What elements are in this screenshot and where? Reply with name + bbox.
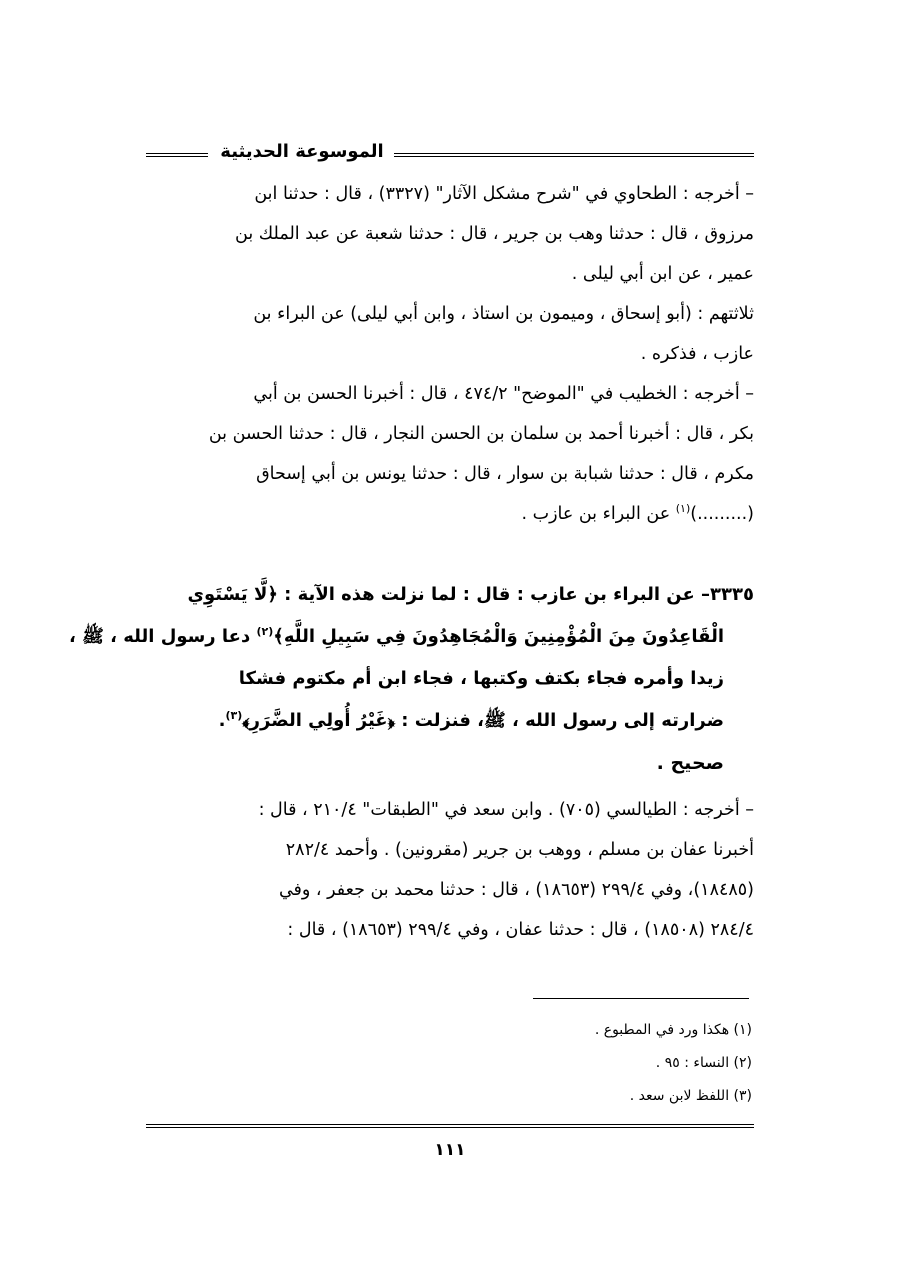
footnote-ref: (١) [675, 502, 691, 516]
text-line [146, 494, 754, 534]
header-title: الموسوعة الحديثية [220, 141, 384, 162]
hadith-line: ٣٣٣٥– عن البراء بن عازب : قال : لما نزلت هذه الآية : ﴿لَّا يَسْتَوِي [187, 584, 754, 605]
hadith-line: زيدا وأمره فجاء بكتف وكتبها ، فجاء ابن أم مكتوم فشكا [238, 668, 724, 689]
text-fragment: عن البراء بن عازب . [521, 504, 671, 524]
text-fragment: ضرارته إلى رسول الله ، ﷺ، فنزلت : ﴿غَيْرُ أُولِي الضَّرَرِ﴾ [242, 710, 724, 731]
text-line: – أخرجه : الخطيب في "الموضح" ٤٧٤/٢ ، قال : أخبرنا الحسن بن أبي [253, 384, 754, 404]
text-line: – أخرجه : الطحاوي في "شرح مشكل الآثار" (٣٣٢٧) ، قال : حدثنا ابن [254, 184, 754, 204]
text-fragment: (.........) [690, 504, 754, 524]
quran-verse-fragment: الْقَاعِدُونَ مِنَ الْمُؤْمِنِينَ وَالْمُجَاهِدُونَ فِي سَبِيلِ اللَّهِ﴾ [273, 626, 724, 647]
footnotes [146, 1014, 752, 1113]
footnote: (٢) النساء : ٩٥ . [655, 1055, 752, 1071]
text-line: مرزوق ، قال : حدثنا وهب بن جرير ، قال : حدثنا شعبة عن عبد الملك بن [235, 224, 754, 244]
text-line: – أخرجه : الطيالسي (٧٠٥) . وابن سعد في "الطبقات" ٢١٠/٤ ، قال : [258, 800, 754, 820]
paragraph-takhrij-1 [146, 174, 754, 534]
hadith-3335 [69, 574, 754, 784]
paragraph-takhrij-2 [146, 790, 754, 950]
text-fragment: . [218, 710, 226, 731]
footnote-ref: (٢) [256, 625, 274, 638]
page-header [146, 140, 754, 170]
hadith-grade: صحيح . [656, 752, 724, 774]
text-line: مكرم ، قال : حدثنا شبابة بن سوار ، قال : حدثنا يونس بن أبي إسحاق [256, 464, 754, 484]
header-rule-left [146, 153, 208, 157]
page-footer-rule [146, 1124, 754, 1128]
hadith-line [69, 616, 754, 658]
text-line: عمير ، عن ابن أبي ليلى . [571, 264, 754, 284]
hadith-line [146, 700, 754, 742]
text-line: (١٨٤٨٥)، وفي ٢٩٩/٤ (١٨٦٥٣) ، قال : حدثنا محمد بن جعفر ، وفي [278, 880, 754, 900]
page-number: ١١١ [434, 1140, 466, 1160]
footnote: (١) هكذا ورد في المطبوع . [594, 1022, 752, 1038]
footnote-ref: (٣) [225, 709, 243, 722]
footnote: (٣) اللفظ لابن سعد . [629, 1088, 752, 1104]
text-line: ٢٨٤/٤ (١٨٥٠٨) ، قال : حدثنا عفان ، وفي ٢٩٩/٤ (١٨٦٥٣) ، قال : [287, 920, 754, 940]
header-rule-right [394, 153, 754, 157]
text-line: ثلاثتهم : (أبو إسحاق ، وميمون بن استاذ ، وابن أبي ليلى) عن البراء بن [253, 304, 754, 324]
text-fragment: دعا رسول الله ، ﷺ ، [69, 626, 251, 647]
text-line: بكر ، قال : أخبرنا أحمد بن سلمان بن الحسن النجار ، قال : حدثنا الحسن بن [208, 424, 754, 444]
text-line: أخبرنا عفان بن مسلم ، ووهب بن جرير (مقرونين) . وأحمد ٢٨٢/٤ [285, 840, 754, 860]
text-line: عازب ، فذكره . [640, 344, 754, 364]
footnote-separator [533, 998, 749, 999]
